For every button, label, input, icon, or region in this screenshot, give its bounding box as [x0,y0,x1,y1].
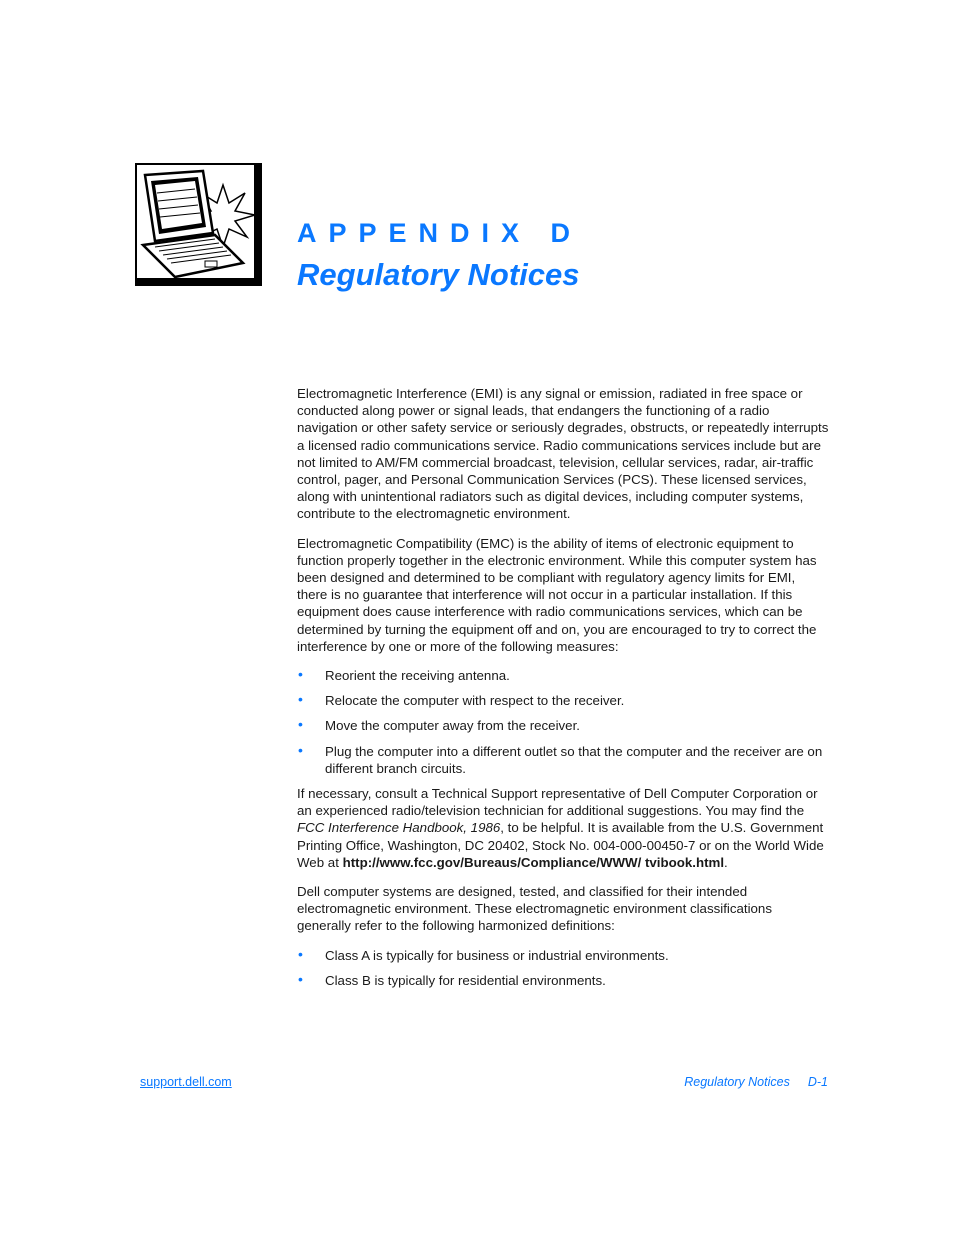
handbook-title: FCC Interference Handbook, 1986 [297,820,501,836]
emi-paragraph: Electromagnetic Interference (EMI) is any signal or emission, radiated in free space or conducted along power or signal leads, that endangers the functioning of a radio navigation or other safety service or seriously degrades, obstructs, or repeatedly interrupts a licensed radio communications service. Radio communications services include but are not limited to AM/FM commercial broadcast, television, cellular services, radar, air-traffic control, pager, and Personal Communication Services (PCS). These licensed services, along with unintentional radiators such as digital devices, including computer systems, contribute to the electromagnetic environment. [297,386,829,522]
measures-list [297,667,829,777]
bullet-icon: • [298,970,303,987]
list-item: • Move the computer away from the receiver. [298,716,580,734]
chapter-title: Regulatory Notices [297,257,580,292]
laptop-icon [135,163,262,286]
list-item: • Class A is typically for business or industrial environments. [298,945,669,963]
bullet-icon: • [298,691,303,708]
classes-list [297,947,829,989]
consult-paragraph: If necessary, consult a Technical Support representative of Dell Computer Corporation or an experienced radio/television technician for additional suggestions. You may find the FCC Interference Handbook, 1986, to be helpful. It is available from the U.S. Government Printing Office, Washington, DC 20402, Stock No. 004-000-00450-7 or on the World Wide Web at http://www.fcc.gov/Bureaus/Compliance/WWW/ tvibook.html. [297,786,824,870]
bullet-icon: • [298,716,303,733]
bullet-icon: • [298,945,303,962]
bullet-icon: • [298,741,303,758]
support-link[interactable]: support.dell.com [140,1075,232,1089]
page-footer [684,1075,828,1089]
bullet-icon: • [298,666,303,683]
appendix-label: APPENDIX D [297,218,583,248]
list-item: • Class B is typically for residential environments. [298,970,606,988]
emc-paragraph: Electromagnetic Compatibility (EMC) is the ability of items of electronic equipment to function properly together in the electronic environment. While this computer system has been designed and determined to be compliant with regulatory agency limits for EMI, there is no guarantee that interference will not occur in a particular installation. If this equipment does cause interference with radio communications services, which can be determined by turning the equipment off and on, you are encouraged to try to correct the interference by one or more of the following measures: [297,535,817,654]
classes-paragraph: Dell computer systems are designed, tested, and classified for their intended electromagnetic environment. These electromagnetic environment classifications generally refer to the following harmonized definitions: [297,884,772,934]
list-item: • Plug the computer into a different outlet so that the computer and the receiver are on different branch circuits. [298,741,823,776]
list-item: • Reorient the receiving antenna. [298,666,510,684]
fcc-url-link[interactable]: http://www.fcc.gov/Bureaus/Compliance/WWW/ tvibook.html [342,854,725,870]
page-number: D-1 [807,1075,828,1089]
footer-section: Regulatory Notices [684,1075,790,1089]
list-item: • Relocate the computer with respect to the receiver. [298,691,625,709]
body-text [297,385,829,997]
